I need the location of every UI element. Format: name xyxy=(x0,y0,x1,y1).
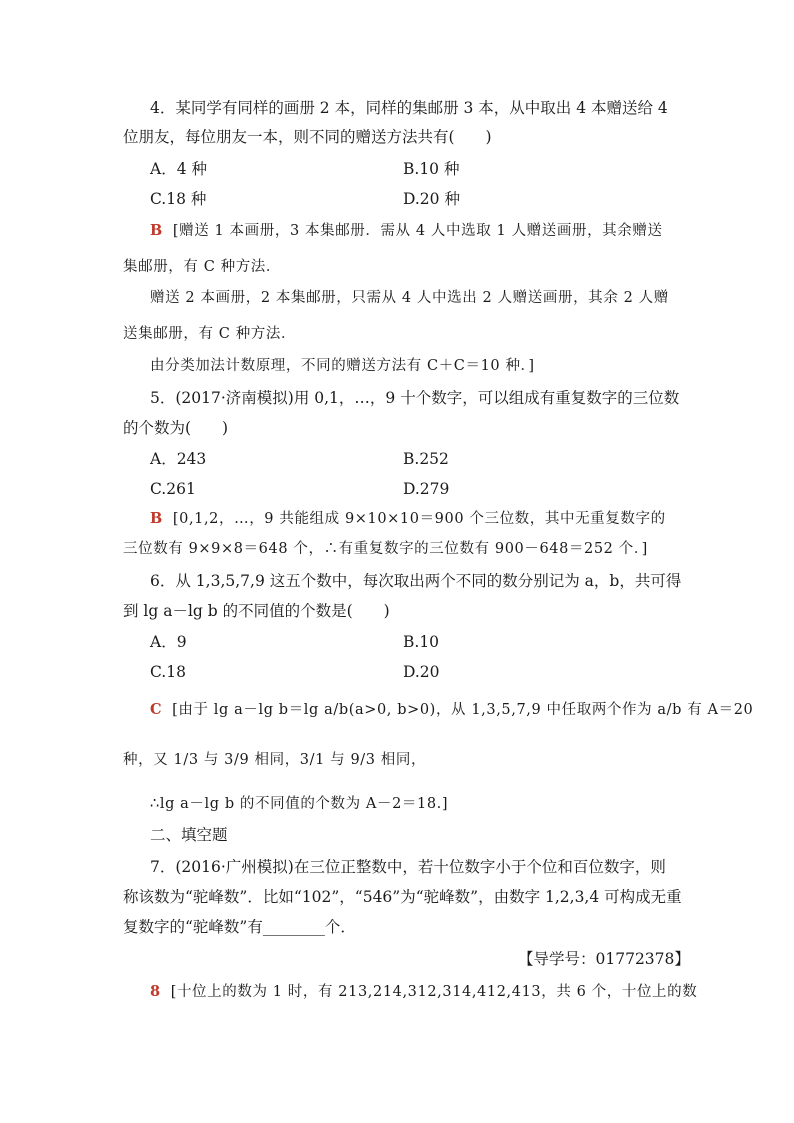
q6-solution-line-3: ∴lg a－lg b 的不同值的个数为 A－2＝18.] xyxy=(150,796,449,812)
q5-option-d: D.279 xyxy=(403,480,450,498)
q6-solution-line-1: C [由于 lg a－lg b＝lg a/b(a>0, b>0)，从 1,3,5,7,9 中任取两个作为 a/b 有 A＝20 xyxy=(150,701,754,718)
q4-option-d: D.20 种 xyxy=(403,190,460,208)
q4-solution-line-2: 集邮册，有 C 种方法． xyxy=(123,259,282,275)
q7-line-2: 称该数为“驼峰数”．比如“102”，“546”为“驼峰数”，由数字 1,2,3,4 可构成无重 xyxy=(123,888,682,906)
q4-answer: B xyxy=(150,222,163,239)
q6-option-a: A．9 xyxy=(150,633,187,651)
q6-line-2: 到 lg a－lg b 的不同值的个数是( ) xyxy=(123,602,390,620)
q6-option-b: B.10 xyxy=(403,633,440,651)
q6-solution-line-2: 种，又 1/3 与 3/9 相同，3/1 与 9/3 相同， xyxy=(123,752,427,768)
q6-line-1: 6．从 1,3,5,7,9 这五个数中，每次取出两个不同的数分别记为 a，b，共可得 xyxy=(150,572,682,590)
q4-solution-line-4: 送集邮册，有 C 种方法． xyxy=(123,326,297,342)
q4-option-c: C.18 种 xyxy=(150,190,207,208)
q5-solution-line-2: 三位数有 9×9×8＝648 个，∴有重复数字的三位数有 900－648＝252 个．] xyxy=(123,541,648,557)
q4-option-a: A．4 种 xyxy=(150,160,207,178)
q5-solution-line-1: B [0,1,2，…，9 共能组成 9×10×10＝900 个三位数，其中无重复数字的 xyxy=(150,510,666,527)
q7-line-1: 7．(2016·广州模拟)在三位正整数中，若十位数字小于个位和百位数字，则 xyxy=(150,858,666,876)
q6-option-d: D.20 xyxy=(403,663,440,681)
q5-option-c: C.261 xyxy=(150,480,196,498)
q4-solution-line-5: 由分类加法计数原理，不同的赠送方法有 C＋C＝10 种．] xyxy=(150,358,535,374)
q6-option-c: C.18 xyxy=(150,663,186,681)
q5-answer: B xyxy=(150,510,163,527)
q4-option-b: B.10 种 xyxy=(403,160,460,178)
q6-answer: C xyxy=(150,701,163,718)
q4-solution-line-3: 赠送 2 本画册，2 本集邮册，只需从 4 人中选出 2 人赠送画册，其余 2 人赠 xyxy=(150,290,669,306)
q4-line-1: 4．某同学有同样的画册 2 本，同样的集邮册 3 本，从中取出 4 本赠送给 4 xyxy=(150,99,668,117)
q4-solution-line-1: B [赠送 1 本画册，3 本集邮册．需从 4 人中选取 1 人赠送画册，其余赠送 xyxy=(150,222,663,239)
q7-solution-line-1: 8 [十位上的数为 1 时，有 213,214,312,314,412,413，共 6 个，十位上的数 xyxy=(150,983,698,1000)
q5-option-b: B.252 xyxy=(403,450,449,468)
q5-line-1: 5．(2017·济南模拟)用 0,1，…，9 十个数字，可以组成有重复数字的三位数 xyxy=(150,389,680,407)
section-heading-fill-in: 二、填空题 xyxy=(150,826,228,844)
q5-line-2: 的个数为( ) xyxy=(123,419,229,437)
q4-line-2: 位朋友，每位朋友一本，则不同的赠送方法共有( ) xyxy=(123,128,492,146)
q7-guide-number: 【导学号：01772378】 xyxy=(518,950,690,968)
q7-line-3: 复数字的“驼峰数”有________个． xyxy=(123,918,356,936)
q5-option-a: A．243 xyxy=(150,450,207,468)
q7-answer: 8 xyxy=(150,983,161,1000)
